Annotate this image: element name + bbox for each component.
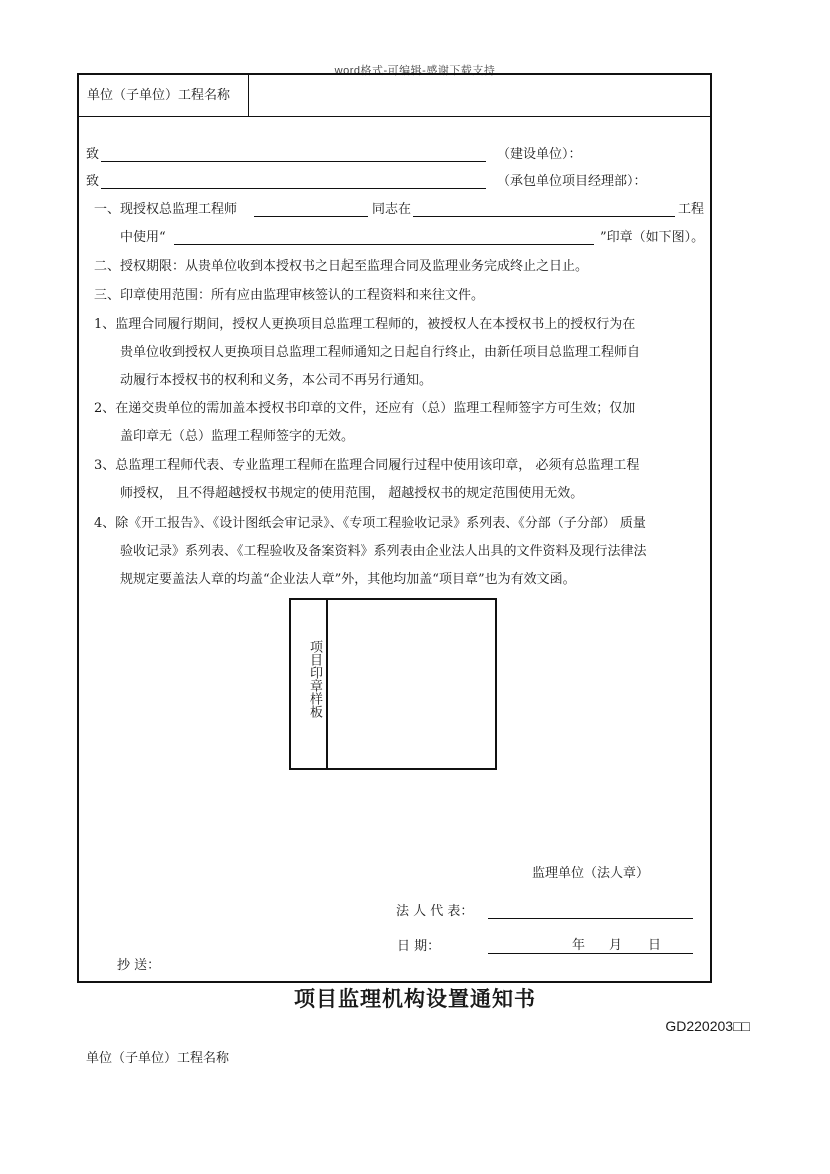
item1-e: ”印章（如下图）。 [600, 230, 705, 245]
note3-line1: 3、总监理工程师代表、专业监理工程师在监理合同履行过程中使用该印章， 必须有总监理工程 [94, 458, 640, 473]
note2-line2: 盖印章无（总）监理工程师签字的无效。 [120, 429, 355, 444]
cc-label: 抄 送： [117, 958, 161, 973]
form-code: GD220203□□ [665, 1018, 750, 1034]
owner-suffix: （建设单位）： [497, 147, 582, 162]
page2-project-label: 单位（子单位）工程名称 [86, 1051, 230, 1066]
note1-line1: 1、监理合同履行期间，授权人更换项目总监理工程师的，被授权人在本授权书上的授权行为在 [94, 317, 636, 332]
item3: 三、印章使用范围：所有应由监理审核签认的工程资料和来往文件。 [94, 288, 485, 303]
date-month: 月 [609, 938, 623, 953]
item2: 二、授权期限：从贵单位收到本授权书之日起至监理合同及监理业务完成终止之日止。 [94, 259, 589, 274]
date-underline [488, 952, 693, 954]
note4-line1: 4、除《开工报告》、《设计图纸会审记录》、《专项工程验收记录》系列表、《分部（子分部） 质量 [94, 516, 646, 531]
seal-sample-label: 项目印章样板 [307, 640, 322, 718]
date-day: 日 [648, 938, 662, 953]
notice-title: 项目监理机构设置通知书 [294, 987, 536, 1011]
item1-d: 中使用“ [120, 230, 166, 245]
date-label: 日 期： [397, 939, 441, 954]
note2-line1: 2、在递交贵单位的需加盖本授权书印章的文件，还应有（总）监理工程师签字方可生效；仅加 [94, 401, 636, 416]
date-year: 年 [572, 938, 586, 953]
seal-name-underline [174, 243, 594, 245]
project-underline [413, 215, 675, 217]
seal-box-divider [326, 598, 328, 770]
note4-line2: 验收记录》系列表、《工程验收及备案资料》系列表由企业法人出具的文件资料及现行法律法 [120, 544, 647, 559]
legal-rep-underline [488, 917, 693, 919]
note4-line3: 规规定要盖法人章的均盖“企业法人章”外，其他均加盖“项目章”也为有效文函。 [120, 572, 576, 587]
header-note: word格式-可编辑-感谢下载支持 [334, 65, 496, 77]
item1-a: 一、现授权总监理工程师 [94, 202, 238, 217]
item1-c: 工程 [678, 202, 705, 217]
note1-line3: 动履行本授权书的权利和义务，本公司不再另行通知。 [120, 373, 433, 388]
legal-rep-label: 法 人 代 表： [396, 904, 474, 919]
owner-underline [101, 160, 486, 162]
to-owner-label: 致 [86, 147, 100, 162]
contractor-underline [101, 187, 486, 189]
project-name-row [79, 75, 710, 117]
item1-b: 同志在 [372, 202, 412, 217]
supervisor-unit-label: 监理单位（法人章） [532, 866, 650, 881]
to-contractor-label: 致 [86, 174, 100, 189]
note1-line2: 贵单位收到授权人更换项目总监理工程师通知之日起自行终止，由新任项目总监理工程师自 [120, 345, 641, 360]
project-name-label: 单位（子单位）工程名称 [79, 75, 249, 116]
note3-line2: 师授权， 且不得超越授权书规定的使用范围， 超越授权书的规定范围使用无效。 [120, 486, 584, 501]
engineer-underline [254, 215, 368, 217]
contractor-suffix: （承包单位项目经理部）： [497, 174, 647, 189]
